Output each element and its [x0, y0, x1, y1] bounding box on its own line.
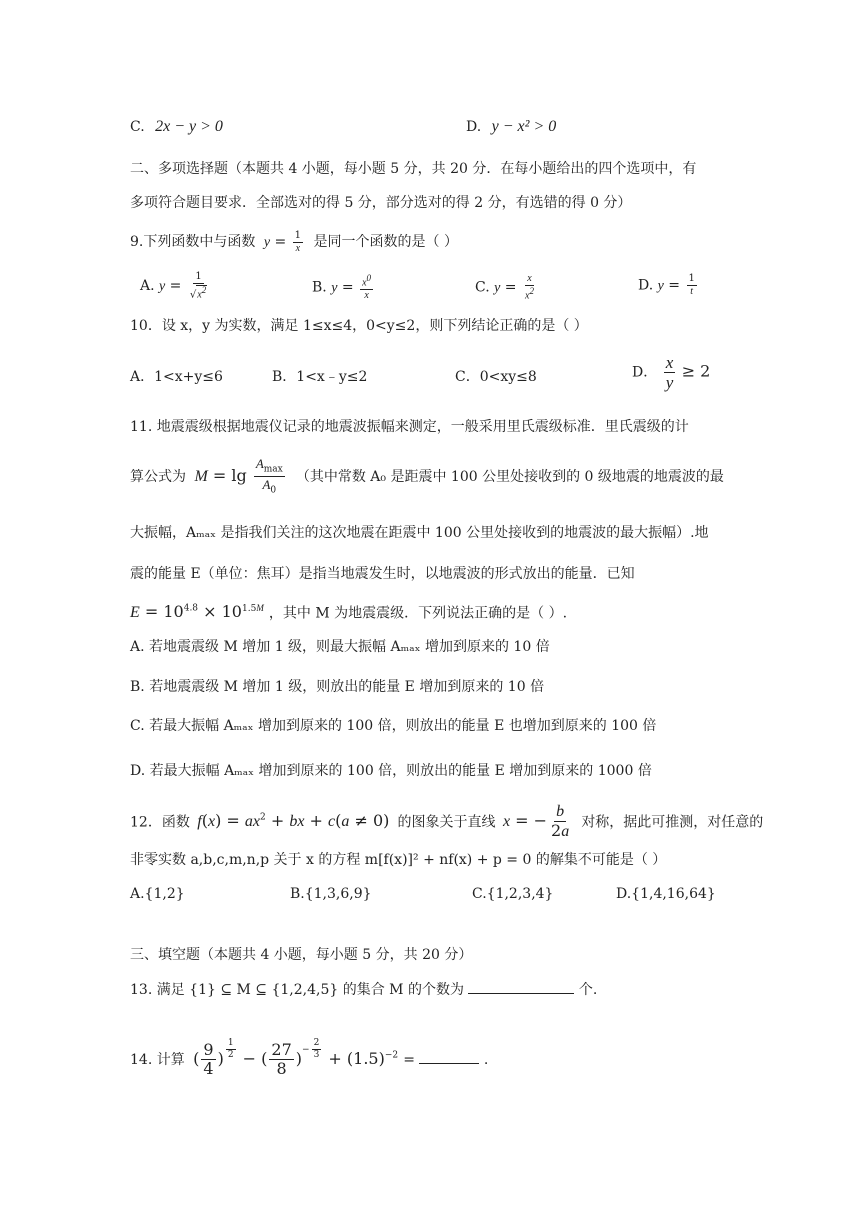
- q12-option-d: D.{1,4,16,64}: [616, 886, 716, 902]
- q9-stem: [130, 229, 458, 256]
- q8-option-c-label: C.: [130, 119, 145, 135]
- q13-answer-blank[interactable]: [468, 993, 574, 994]
- q10-option-b: B．1<x﹣y≤2: [272, 369, 368, 385]
- q9-option-d: D. y = $\frac{1}{t}$: [638, 273, 695, 297]
- q11-line3: 大振幅，Aₘₐₓ 是指我们关注的这次地震在距震中 100 公里处接收到的地震波的最大振幅）.地: [130, 525, 709, 541]
- q12-option-a: A.{1,2}: [130, 886, 185, 902]
- q10-option-d: D． $\frac{x}{y}$ ≥ 2: [632, 353, 711, 392]
- q12-option-b: B.{1,3,6,9}: [290, 886, 372, 902]
- q12-line2: 非零实数 a,b,c,m,n,p 关于 x 的方程 m[f(x)]² + nf(x) + p = 0 的解集不可能是（ ）: [130, 852, 667, 868]
- q9-option-c-label: C.: [475, 279, 490, 296]
- q13-stem-after: 个.: [578, 982, 598, 998]
- q13: [130, 980, 597, 1000]
- q9-option-a: A. y = $\frac{1}{√x^2}$: [140, 271, 207, 301]
- q11-option-b: B. 若地震震级 M 增加 1 级，则放出的能量 E 增加到原来的 10 倍: [130, 679, 545, 695]
- q14-end: .: [483, 1052, 489, 1068]
- q11-line4: 震的能量 E（单位：焦耳）是指当地震发生时，以地震波的形式放出的能量．已知: [130, 566, 635, 582]
- q10-stem: 10．设 x，y 为实数，满足 1≤x≤4，0<y≤2，则下列结论正确的是（ ）: [130, 318, 588, 334]
- q9-option-c: C. y = $\frac{x}{x^2}$: [475, 273, 534, 302]
- q12-line1-before: 12．函数: [130, 814, 190, 831]
- q9-stem-after: 是同一个函数的是（ ）: [313, 234, 458, 250]
- q11-richter-formula: M = lg $\frac{A_{max}}{A_0}$: [194, 456, 283, 496]
- q9-stem-before: 9.下列函数中与函数: [130, 234, 256, 250]
- q12-line1: [130, 800, 763, 840]
- q8-option-c: [130, 118, 223, 136]
- q11-line2-before: 算公式为: [130, 469, 186, 485]
- section2-heading-line1: 二、多项选择题（本题共 4 小题，每小题 5 分，共 20 分．在每小题给出的四个选项中，有: [130, 161, 697, 177]
- q9-formula: y = $\frac{1}{x}$: [263, 229, 302, 254]
- q11-option-a: A. 若地震震级 M 增加 1 级，则最大振幅 Aₘₐₓ 增加到原来的 10 倍: [130, 639, 550, 655]
- section2-heading-line2: 多项符合题目要求．全部选对的得 5 分，部分选对的得 2 分，有选错的得 0 分）: [130, 195, 632, 211]
- q11-line1: 11. 地震震级根据地震仪记录的地震波振幅来测定，一般采用里氏震级标准．里氏震级的计: [130, 419, 689, 435]
- q11-line2-after: （其中常数 A₀ 是距震中 100 公里处接收到的 0 级地震的地震波的最: [295, 469, 724, 485]
- q10-option-d-label: D．: [632, 364, 658, 381]
- q10-option-a: A．1<x+y≤6: [130, 369, 223, 385]
- q8-option-d-expr: y − x² > 0: [491, 118, 557, 135]
- q9-option-d-label: D.: [638, 277, 654, 294]
- q11-line5: [130, 598, 567, 623]
- q12-option-c: C.{1,2,3,4}: [472, 886, 554, 902]
- q12-function-formula: $f(x) = ax^2$ + bx + c(a ≠ 0): [197, 811, 395, 831]
- q8-option-c-expr: 2x − y > 0: [155, 118, 223, 135]
- q8-option-d-label: D.: [466, 119, 482, 135]
- q14-stem: 14. 计算: [130, 1052, 185, 1068]
- q14-equals: =: [403, 1052, 415, 1068]
- q10-option-c: C．0<xy≤8: [455, 369, 537, 385]
- q14-expression: ( $\frac{9}{4}$ ) $^{\frac{1}{2}}$ − ( $\frac{27}{8}$ )$^{- \frac{2}{3}}$ + $(1.5)^{-2}$: [193, 1038, 399, 1078]
- q12-axis-formula: x = − $\frac{b}{2a}$: [502, 802, 570, 840]
- q8-option-d: [466, 118, 556, 136]
- q11-energy-formula: $E = 10^{4.8} \times 10^{1.5M}$: [130, 602, 264, 622]
- q11-option-c: C. 若最大振幅 Aₘₐₓ 增加到原来的 100 倍，则放出的能量 E 也增加到原来的 100 倍: [130, 718, 657, 734]
- q12-line1-mid: 的图象关于直线: [397, 814, 496, 831]
- q9-option-b: B. y = $\frac{x^0}{x}$: [312, 273, 372, 302]
- q14: [130, 1030, 488, 1080]
- q11-line5-after: ，其中 M 为地震震级．下列说法正确的是（ ）.: [268, 605, 568, 622]
- q9-option-a-label: A.: [140, 278, 155, 295]
- q9-option-b-label: B.: [312, 279, 327, 296]
- q14-answer-blank[interactable]: [419, 1063, 479, 1064]
- q13-stem: 13. 满足 {1} ⊆ M ⊆ {1,2,4,5} 的集合 M 的个数为: [130, 982, 464, 998]
- section3-heading: 三、填空题（本题共 4 小题，每小题 5 分，共 20 分）: [130, 947, 473, 963]
- q11-option-d: D. 若最大振幅 Aₘₐₓ 增加到原来的 100 倍，则放出的能量 E 增加到原来的 1000 倍: [130, 763, 652, 779]
- q11-line2: [130, 456, 724, 497]
- q12-line1-after: 对称，据此可推测，对任意的: [581, 814, 764, 831]
